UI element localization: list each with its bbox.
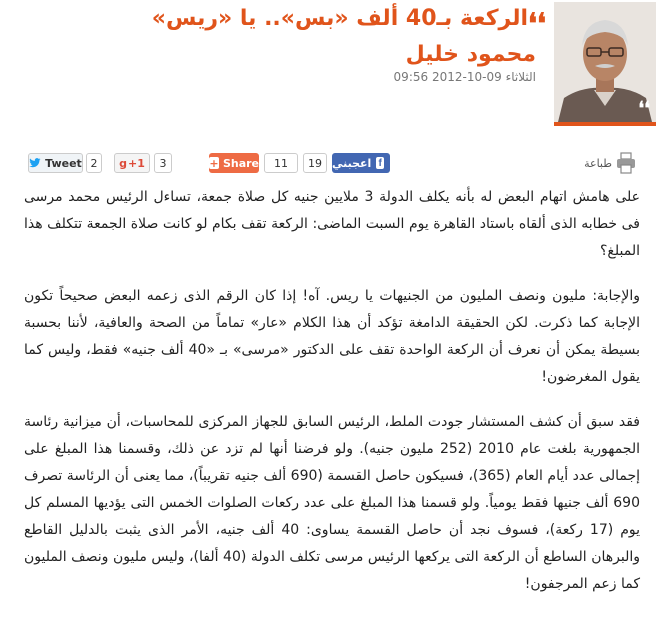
plus-square-icon: + [209, 156, 219, 170]
author-name[interactable]: محمود خليل [405, 42, 536, 67]
print-button[interactable] [566, 152, 636, 176]
publish-date: الثلاثاء 09-10-2012 09:56 [393, 70, 536, 84]
quote-badge-icon: ❛❛ [638, 98, 650, 119]
facebook-icon: f [376, 157, 384, 169]
google-plus-label: +1 [128, 156, 145, 170]
google-plus-icon: g [119, 156, 127, 170]
share-bar [0, 148, 664, 178]
article-paragraph-3: فقد سبق أن كشف المستشار جودت الملط، الرئيس السابق للجهاز المركزى للمحاسبات، أن ميزانية رئاسة الجمهورية بلغت عام 2010 (252 مليون جنيه). ولو فرضنا أنها لم تزد عن ذلك، وقسمنا هذا المبلغ على إجمالى عدد أيام العام (365)، فسيكون حاصل القسمة (690 ألف جنيه تقريباً)، مما يعنى أن الرئاسة تصرف 690 ألف جنيها فقط يومياً. ولو قسمنا هذا المبلغ على عدد ركعات الصلوات الخمس التى يؤديها المسلم كل يوم (17 ركعة)، فسوف نجد أن حاصل القسمة يساوى: 40 ألف جنيه، الأمر الذى يثبت بالدليل القاطع والبرهان الساطع أن الركعة التى يركعها الرئيس مرسى تكلف الدولة (40 ألفا)، وليس مليون ونصف المليون كما زعم المرجفون! [24, 414, 641, 592]
tweet-button[interactable] [28, 153, 83, 173]
tweet-count: 2 [86, 153, 102, 173]
tweet-label: Tweet [45, 156, 82, 170]
quote-mark-icon: ❛❛ [527, 7, 546, 40]
share-button[interactable] [209, 153, 259, 173]
article-paragraph-1: على هامش اتهام البعض له بأنه يكلف الدولة 3 ملايين جنيه كل صلاة جمعة، تساءل الرئيس محمد مرسى فى خطابه الذى ألقاه باستاد القاهرة يوم السبت الماضى: الركعة تقف بكام لو كانت صلاة الجمعة تتكلف هذا المبلغ؟ [24, 189, 640, 259]
article-title: الركعة بـ40 ألف «بس».. يا «ريس» [151, 6, 528, 31]
gplus-count: 3 [154, 153, 172, 173]
facebook-count: 19 [303, 153, 327, 173]
facebook-like-label: اعجبني [332, 156, 372, 170]
article-paragraph-2: والإجابة: مليون ونصف المليون من الجنيهات يا ريس. آه! إذا كان الرقم الذى زعمه البعض صحيحاً تكون الإجابة كما ذكرت. لكن الحقيقة الدامغة تؤكد أن هذا الكلام «عار» تماماً من الصحة والعافية، لأننا بحسبة بسيطة يمكن أن نعرف أن الركعة الواحدة تقف على الدكتور «مرسى» بـ «40 ألف جنيه» فقط، وليس كما يقول المغرضون! [24, 288, 640, 385]
article-body [24, 184, 640, 598]
facebook-like-button[interactable] [332, 153, 390, 173]
share-count: 11 [264, 153, 298, 173]
print-label: طباعة [584, 157, 612, 170]
author-photo [554, 2, 656, 126]
share-button-label: Share [222, 156, 259, 170]
twitter-bird-icon [29, 158, 41, 168]
printer-icon [616, 152, 636, 174]
google-plus-button[interactable] [114, 153, 150, 173]
